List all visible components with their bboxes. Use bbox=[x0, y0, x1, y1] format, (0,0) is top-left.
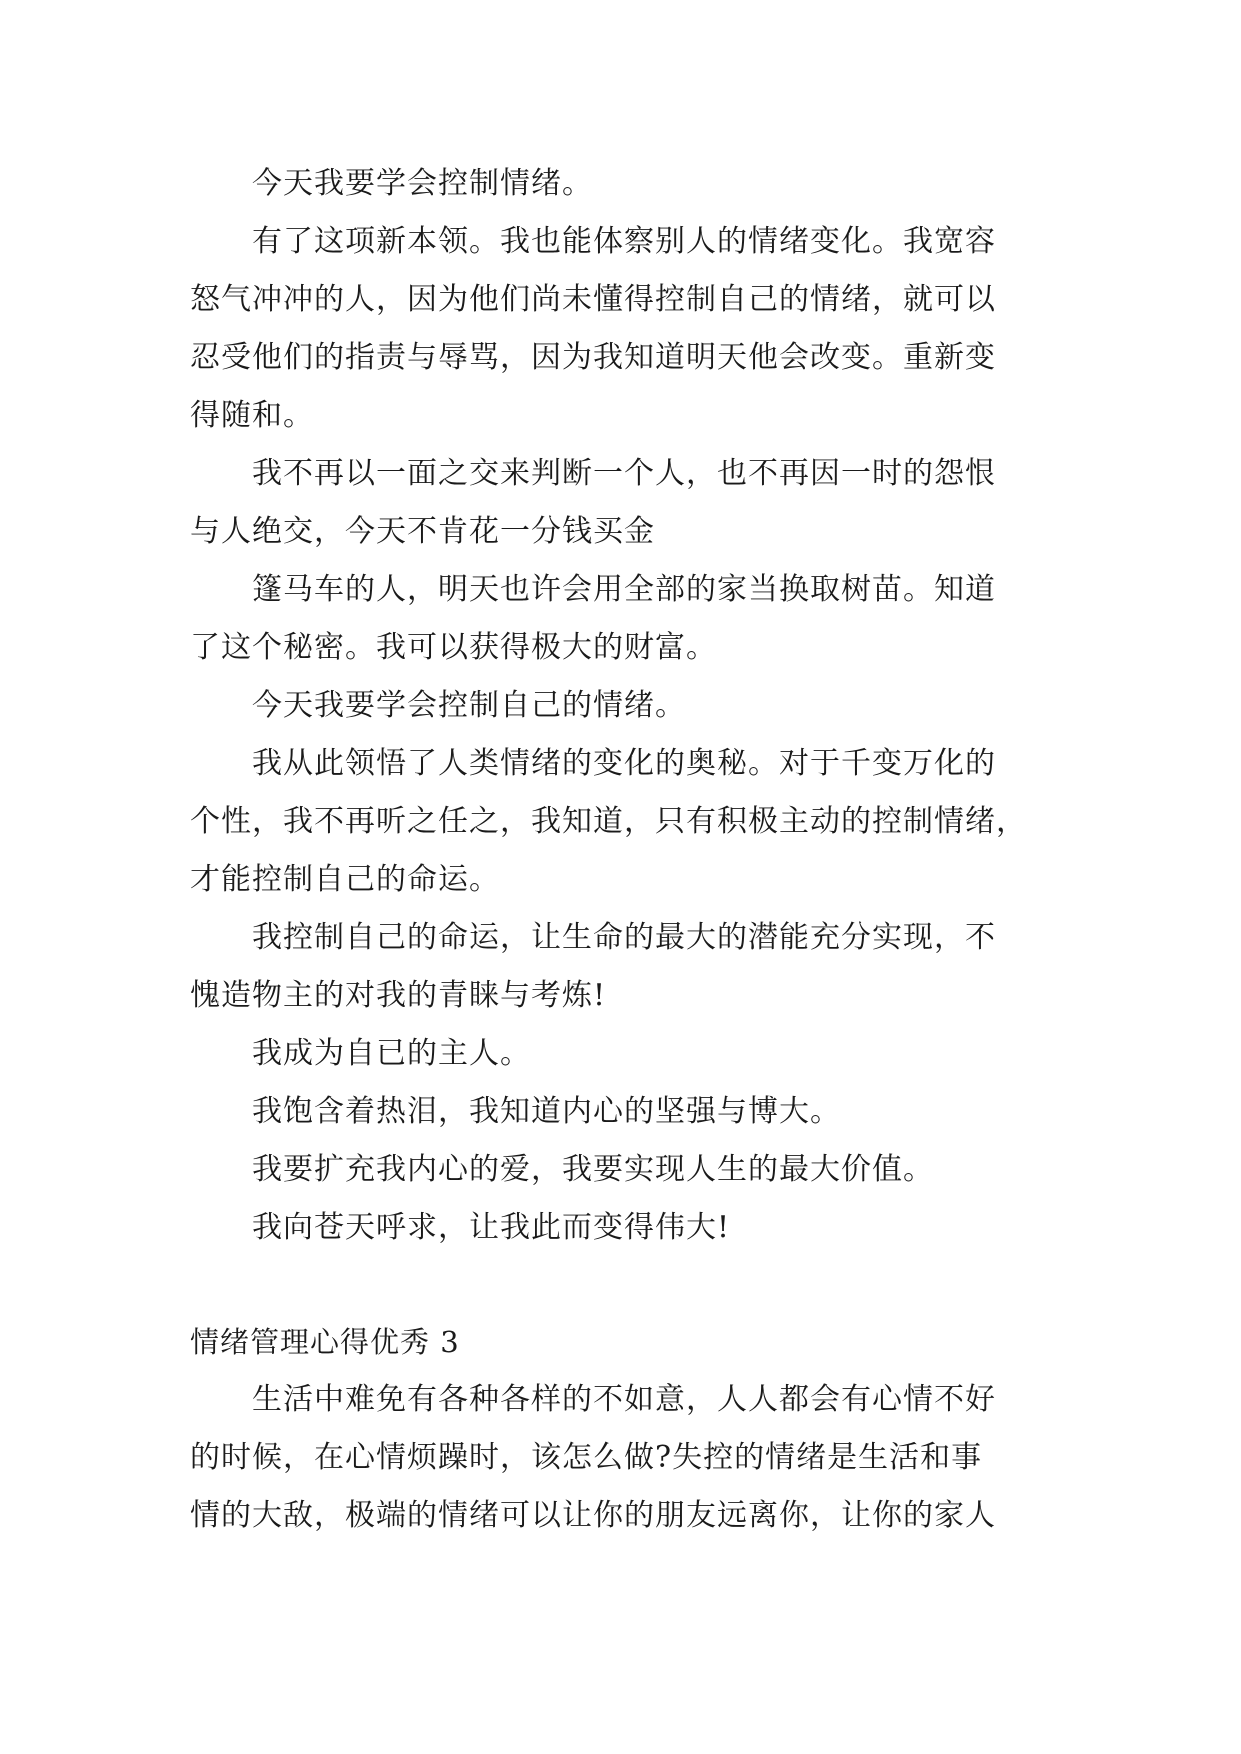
paragraph-line: 与人绝交，今天不肯花一分钱买金 bbox=[190, 514, 655, 549]
paragraph-line: 生活中难免有各种各样的不如意，人人都会有心情不好 bbox=[252, 1382, 996, 1417]
section-heading: 情绪管理心得优秀 3 bbox=[190, 1325, 460, 1359]
paragraph-line: 我从此领悟了人类情绪的变化的奥秘。对于千变万化的 bbox=[252, 746, 996, 781]
paragraph-line: 才能控制自己的命运。 bbox=[190, 862, 500, 897]
paragraph-line: 今天我要学会控制自己的情绪。 bbox=[252, 688, 686, 723]
paragraph-line: 情的大敌，极端的情绪可以让你的朋友远离你，让你的家人 bbox=[190, 1498, 996, 1533]
paragraph-line: 愧造物主的对我的青睐与考炼! bbox=[190, 978, 607, 1013]
paragraph-line: 我饱含着热泪，我知道内心的坚强与博大。 bbox=[252, 1094, 841, 1129]
paragraph-line: 我向苍天呼求，让我此而变得伟大! bbox=[252, 1210, 731, 1245]
paragraph-line: 篷马车的人，明天也许会用全部的家当换取树苗。知道 bbox=[252, 572, 996, 607]
paragraph-line: 我不再以一面之交来判断一个人，也不再因一时的怨恨 bbox=[252, 456, 996, 491]
paragraph-line: 了这个秘密。我可以获得极大的财富。 bbox=[190, 630, 717, 665]
paragraph-line: 我控制自己的命运，让生命的最大的潜能充分实现，不 bbox=[252, 920, 996, 955]
paragraph-line: 忍受他们的指责与辱骂，因为我知道明天他会改变。重新变 bbox=[190, 340, 996, 375]
paragraph-line: 个性，我不再听之任之，我知道，只有积极主动的控制情绪， bbox=[190, 804, 1027, 839]
paragraph-line: 今天我要学会控制情绪。 bbox=[252, 166, 593, 201]
paragraph-line: 的时候，在心情烦躁时，该怎么做?失控的情绪是生活和事 bbox=[190, 1440, 983, 1475]
paragraph-line: 有了这项新本领。我也能体察别人的情绪变化。我宽容 bbox=[252, 224, 996, 259]
paragraph-line: 怒气冲冲的人，因为他们尚未懂得控制自己的情绪，就可以 bbox=[190, 282, 996, 317]
paragraph-line: 得随和。 bbox=[190, 398, 314, 433]
paragraph-line: 我成为自已的主人。 bbox=[252, 1036, 531, 1071]
paragraph-line: 我要扩充我内心的爱，我要实现人生的最大价值。 bbox=[252, 1152, 934, 1187]
